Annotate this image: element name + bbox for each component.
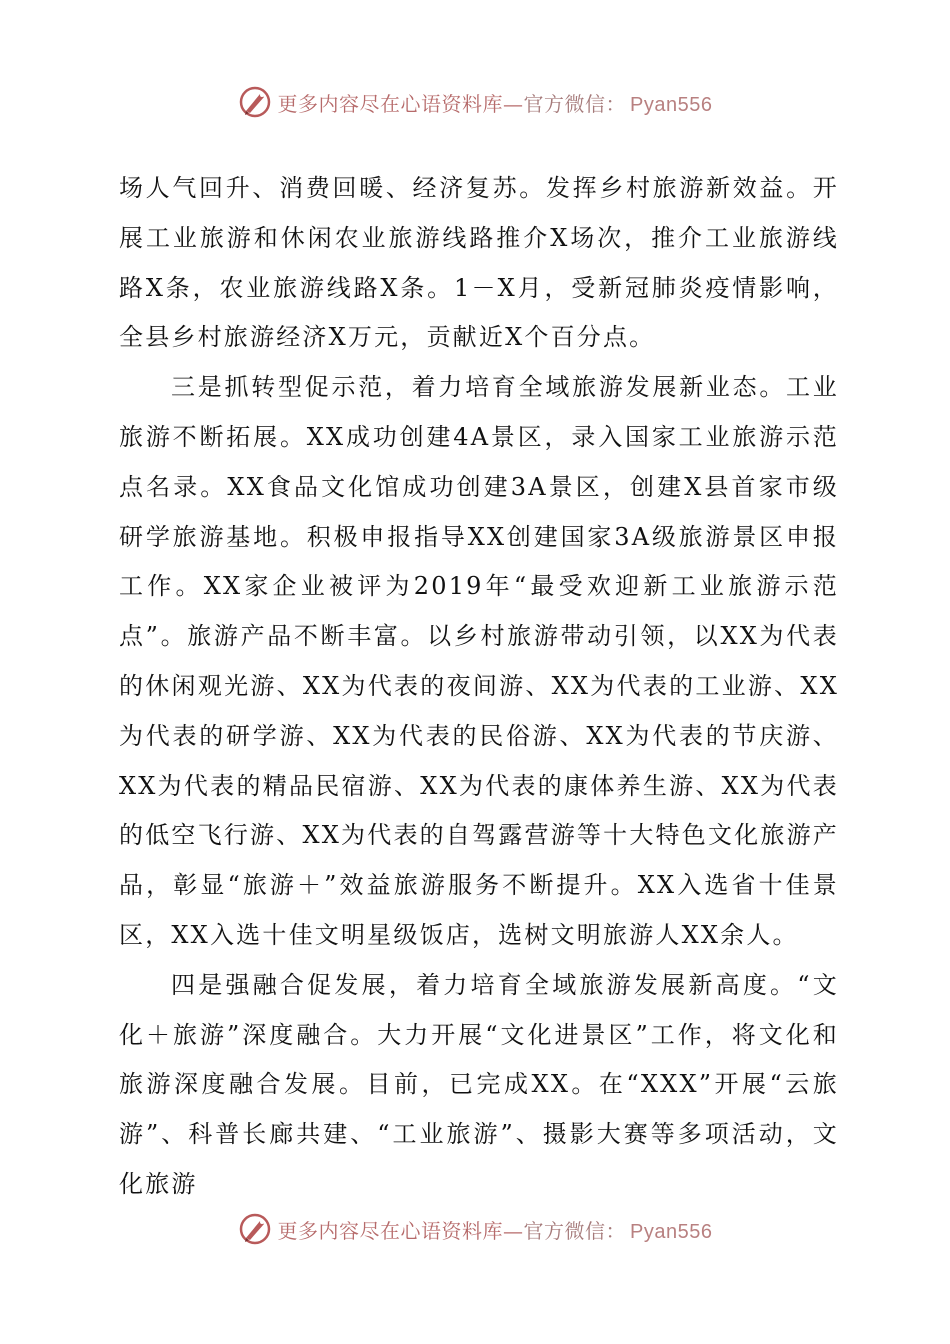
watermark-label: 官方微信： bbox=[523, 91, 627, 116]
watermark-separator: — bbox=[503, 1218, 524, 1243]
watermark-main: 更多内容尽在心语资料库 bbox=[277, 1218, 504, 1243]
header-watermark bbox=[0, 82, 950, 122]
watermark-main: 更多内容尽在心语资料库 bbox=[277, 91, 504, 116]
paragraph-1: 场人气回升、消费回暖、经济复苏。发挥乡村旅游新效益。开展工业旅游和休闲农业旅游线路推介X场次，推介工业旅游线路X条，农业旅游线路X条。1－X月，受新冠肺炎疫情影响，全县乡村旅游经济X万元，贡献近X个百分点。 bbox=[119, 174, 839, 352]
watermark-label: 官方微信： bbox=[523, 1218, 627, 1243]
paragraph-2: 三是抓转型促示范，着力培育全域旅游发展新业态。工业旅游不断拓展。XX成功创建4A景区，录入国家工业旅游示范点名录。XX食品文化馆成功创建3A景区，创建X县首家市级研学旅游基地。积极申报指导XX创建国家3A级旅游景区申报工作。XX家企业被评为2019年“最受欢迎新工业旅游示范点”。旅游产品不断丰富。以乡村旅游带动引领，以XX为代表的休闲观光游、XX为代表的夜间游、XX为代表的工业游、XX为代表的研学游、XX为代表的民俗游、XX为代表的节庆游、XX为代表的精品民宿游、XX为代表的康体养生游、XX为代表的低空飞行游、XX为代表的自驾露营游等十大特色文化旅游产品，彰显“旅游＋”效益旅游服务不断提升。XX入选省十佳景区，XX入选十佳文明星级饭店，选树文明旅游人XX余人。 bbox=[119, 373, 839, 949]
footer-watermark bbox=[0, 1209, 950, 1249]
document-body bbox=[119, 164, 839, 1210]
pen-logo-icon bbox=[238, 85, 272, 119]
watermark-text bbox=[278, 88, 713, 117]
pen-logo-icon bbox=[238, 1212, 272, 1246]
paragraph-3: 四是强融合促发展，着力培育全域旅游发展新高度。“文化＋旅游”深度融合。大力开展“文化进景区”工作，将文化和旅游深度融合发展。目前，已完成XX。在“XXX”开展“云旅游”、科普长廊共建、“工业旅游”、摄影大赛等多项活动，文化旅游 bbox=[119, 970, 839, 1198]
watermark-text bbox=[278, 1215, 713, 1244]
watermark-id: Pyan556 bbox=[630, 1220, 713, 1243]
watermark-id: Pyan556 bbox=[630, 93, 713, 116]
watermark-separator: — bbox=[503, 91, 524, 116]
